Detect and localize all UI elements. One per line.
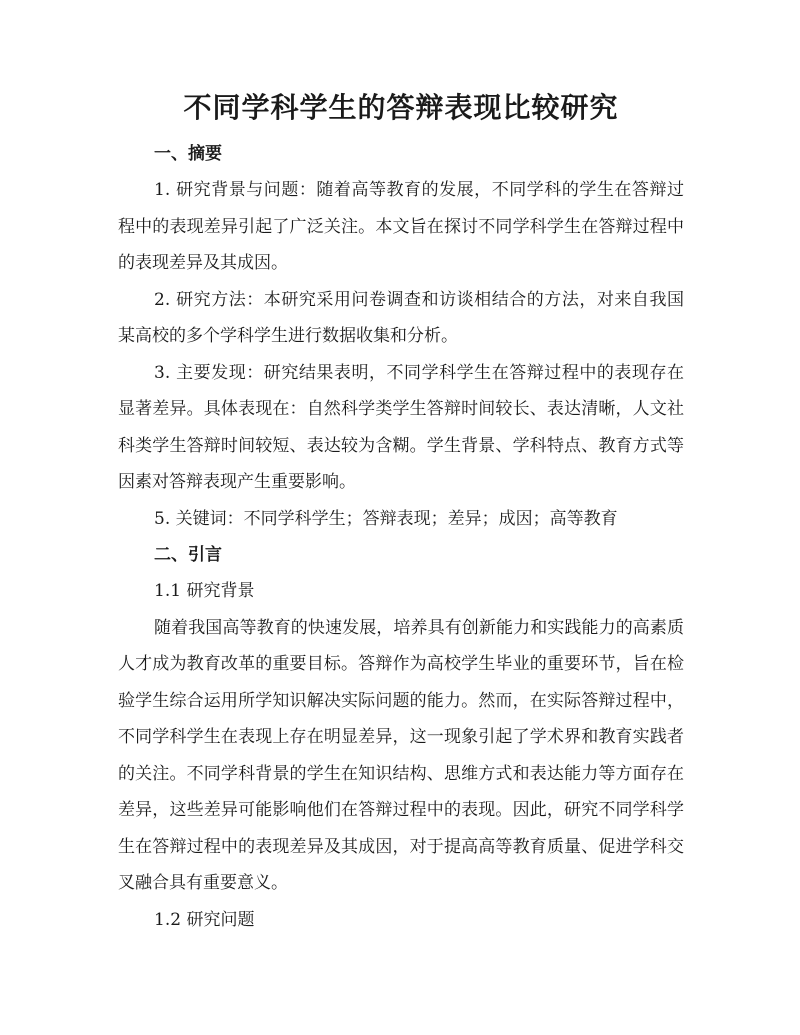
abstract-item-keywords: 5. 关键词：不同学科学生；答辩表现；差异；成因；高等教育 (154, 508, 618, 529)
introduction-paragraph: 随着我国高等教育的快速发展，培养具有创新能力和实践能力的高素质人才成为教育改革的重要目标。答辩作为高校学生毕业的重要环节，旨在检验学生综合运用所学知识解决实际问题的能力。然而，在实际答辩过程中，不同学科学生在表现上存在明显差异，这一现象引起了学术界和教育实践者的关注。不同学科背景的学生在知识结构、思维方式和表达能力等方面存在差异，这些差异可能影响他们在答辩过程中的表现。因此，研究不同学科学生在答辩过程中的表现差异及其成因，对于提高高等教育质量、促进学科交叉融合具有重要意义。 (118, 617, 684, 893)
abstract-item-method: 2. 研究方法：本研究采用问卷调查和访谈相结合的方法，对来自我国某高校的多个学科学生进行数据收集和分析。 (118, 289, 684, 346)
document-page (118, 86, 684, 938)
document-title: 不同学科学生的答辩表现比较研究 (183, 91, 619, 124)
subsection-heading-background: 1.1 研究背景 (154, 581, 255, 601)
section-heading-introduction: 二、引言 (154, 545, 222, 565)
abstract-item-background: 1. 研究背景与问题：随着高等教育的发展，不同学科的学生在答辩过程中的表现差异引起了广泛关注。本文旨在探讨不同学科学生在答辩过程中的表现差异及其成因。 (118, 180, 684, 273)
section-heading-abstract: 一、摘要 (154, 144, 222, 164)
abstract-item-findings: 3. 主要发现：研究结果表明，不同学科学生在答辩过程中的表现存在显著差异。具体表现在：自然科学类学生答辩时间较长、表达清晰，人文社科类学生答辩时间较短、表达较为含糊。学生背景、学科特点、教育方式等因素对答辩表现产生重要影响。 (118, 362, 684, 492)
subsection-heading-questions: 1.2 研究问题 (154, 909, 255, 930)
